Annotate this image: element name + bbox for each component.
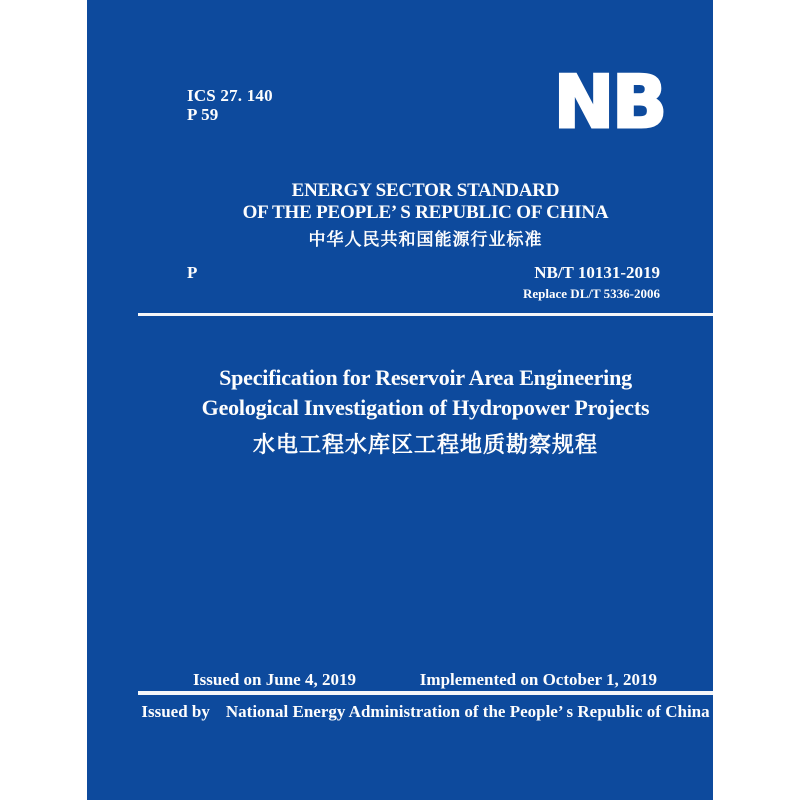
implemented-date: Implemented on October 1, 2019 — [419, 670, 657, 689]
top-divider-rule — [138, 313, 713, 316]
issuer-name: National Energy Administration of the People’ s Republic of China — [225, 702, 710, 721]
nb-logo: NB — [553, 60, 665, 144]
dates-row — [193, 670, 657, 689]
issued-by-label: Issued by — [141, 702, 210, 721]
bottom-divider-rule — [138, 691, 713, 695]
replaces-note: Replace DL/T 5336-2006 — [523, 286, 660, 301]
standard-number-row — [187, 263, 660, 301]
document-title — [138, 363, 713, 463]
issuer-row — [138, 702, 713, 722]
blue-cover — [87, 0, 713, 800]
class-code: P 59 — [187, 105, 219, 124]
classification-codes — [187, 86, 273, 124]
title-en-line1: Specification for Reservoir Area Engineering — [219, 365, 632, 390]
org-title-en-line1: ENERGY SECTOR STANDARD — [291, 180, 560, 201]
doc-type-letter: P — [187, 263, 198, 282]
ics-code: ICS 27. 140 — [187, 86, 273, 105]
title-en-line2: Geological Investigation of Hydropower Projects — [201, 395, 650, 420]
standard-number: NB/T 10131-2019 — [534, 263, 660, 282]
org-title-en-line2: OF THE PEOPLE’ S REPUBLIC OF CHINA — [242, 202, 609, 223]
title-cn: 水电工程水库区工程地质勘察规程 — [252, 432, 598, 457]
org-title-cn: 中华人民共和国能源行业标准 — [308, 230, 543, 249]
issued-date: Issued on June 4, 2019 — [193, 670, 356, 689]
org-header — [138, 180, 713, 253]
standard-number-block — [523, 263, 660, 301]
